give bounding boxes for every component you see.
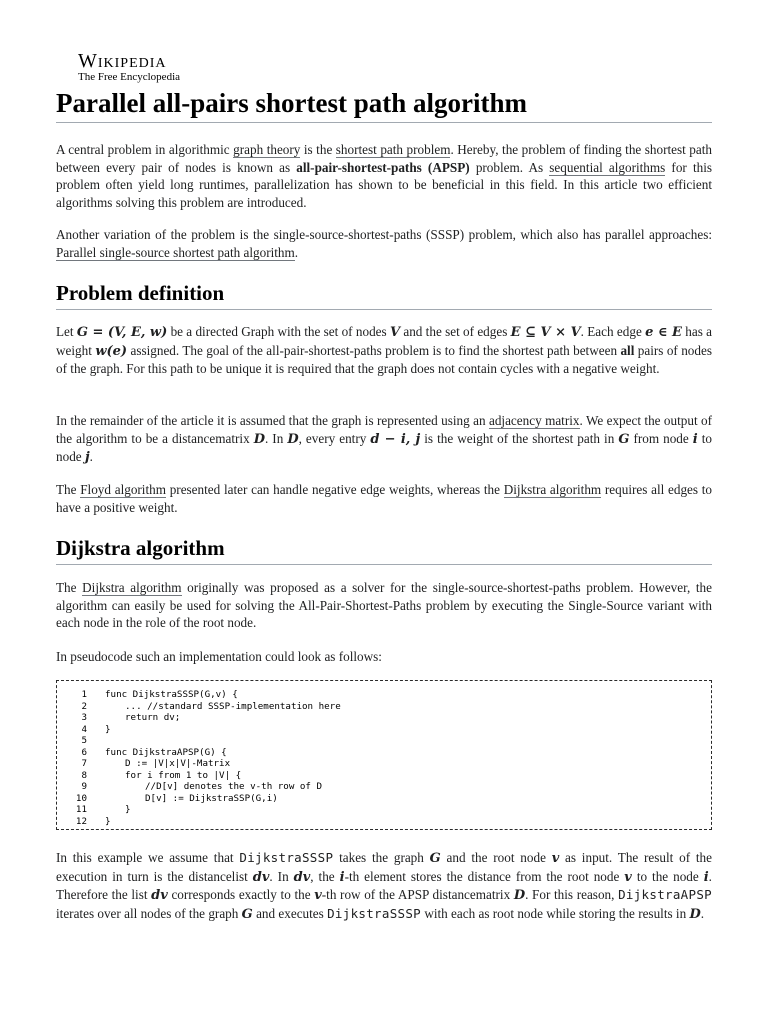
link-floyd-algorithm[interactable]: Floyd algorithm <box>80 482 166 497</box>
section-heading-problem-definition: Problem definition <box>56 279 712 310</box>
code-line <box>57 781 322 793</box>
code-line-number: 4 <box>81 723 87 735</box>
code-line-text: } <box>105 723 111 735</box>
link-dijkstra-algorithm-2[interactable]: Dijkstra algorithm <box>82 580 182 595</box>
code-line-number: 6 <box>81 746 87 758</box>
code-line-number: 8 <box>81 769 87 781</box>
code-line <box>57 735 105 747</box>
code-line-number: 1 <box>81 689 87 700</box>
code-line-text: } <box>125 804 131 815</box>
code-line <box>57 701 341 713</box>
code-line-number: 5 <box>81 735 87 746</box>
link-shortest-path-problem[interactable]: shortest path problem <box>335 142 451 157</box>
code-line-number: 9 <box>81 781 87 792</box>
code-line-text: //D[v] denotes the v-th row of D <box>145 781 323 792</box>
logo-wordmark: Wikipedia <box>78 50 167 72</box>
section-heading-dijkstra: Dijkstra algorithm <box>56 534 712 565</box>
code-line <box>57 712 180 724</box>
code-line-text: } <box>105 815 111 827</box>
problem-paragraph-1: Let G = (V, E, w) be a directed Graph with the set of nodes V and the set of edges E ⊆ V × V. Each edge e ∈ E has a weight w(e) assigned. The goal of the all-pair-shortest-paths problem is to find the shortest path between all pairs of nodes of the graph. For this path to be unique it is required that the graph does not contain cycles with a negative weight. <box>56 324 713 377</box>
problem-paragraph-3: The Floyd algorithm presented later can handle negative edge weights, whereas the Dijkstra algorithm requires all edges to have a positive weight. <box>56 482 712 515</box>
link-dijkstra-algorithm[interactable]: Dijkstra algorithm <box>503 482 602 497</box>
apsp-term: all-pair-shortest-paths (APSP) <box>296 159 470 175</box>
code-line-text: D[v] := DijkstraSSP(G,i) <box>145 792 278 804</box>
page-title: Parallel all-pairs shortest path algorithm <box>56 86 712 123</box>
code-line <box>57 816 111 828</box>
code-line-text: return dv; <box>125 712 181 723</box>
code-line-number: 7 <box>81 758 87 769</box>
link-adjacency-matrix[interactable]: adjacency matrix <box>488 413 580 428</box>
intro-paragraph-2: Another variation of the problem is the single-source-shortest-paths (SSSP) problem, which also has parallel approaches: Parallel single-source shortest path algorithm. <box>56 227 712 260</box>
code-line-text: ... //standard SSSP-implementation here <box>125 700 341 712</box>
pseudocode-block <box>56 680 712 830</box>
link-graph-theory[interactable]: graph theory <box>233 142 301 157</box>
code-line-number: 11 <box>75 804 87 815</box>
code-line <box>57 793 278 805</box>
code-line-number: 10 <box>75 792 87 804</box>
code-line <box>57 770 241 782</box>
problem-paragraph-2: In the remainder of the article it is assumed that the graph is represented using an adjacency matrix. We expect the output of the algorithm to be a distancematrix D. In D, every entry d − i, j is the weight of the shortest path in G from node i to node j. <box>56 413 712 466</box>
code-line-text: D := |V|x|V|-Matrix <box>125 758 231 769</box>
dijkstra-paragraph-1: The Dijkstra algorithm originally was proposed as a solver for the single-source-shortest-paths problem. However, the algorithm can easily be used for solving the All-Pair-Shortest-Paths problem by executing the Single-Source variant with each node in the role of the root node. <box>56 580 712 631</box>
code-line <box>57 724 111 736</box>
code-line-text: func DijkstraAPSP(G) { <box>105 746 227 758</box>
code-line-text: for i from 1 to |V| { <box>125 769 242 781</box>
intro-paragraph-1: A central problem in algorithmic graph theory is the shortest path problem. Hereby, the problem of finding the shortest path between every pair of nodes is known as all-pair-shortest-paths (APSP) problem. As sequential algorithms for this problem often yield long runtimes, parallelization has shown to be beneficial in this field. In this article two efficient algorithms solving this problem are introduced. <box>56 142 713 210</box>
wikipedia-logo[interactable] <box>78 50 180 83</box>
code-line-number: 12 <box>75 815 87 827</box>
code-line-text: func DijkstraSSSP(G,v) { <box>105 689 238 700</box>
dijkstra-paragraph-2: In pseudocode such an implementation could look as follows: <box>56 649 382 664</box>
logo-tagline: The Free Encyclopedia <box>78 71 181 83</box>
link-sequential-algorithms[interactable]: sequential algorithms <box>549 159 666 175</box>
math-graph: G = (V, E, w) <box>76 325 168 340</box>
code-line <box>57 747 227 759</box>
link-parallel-sssp[interactable]: Parallel single-source shortest path algorithm <box>56 244 295 260</box>
code-line <box>57 758 230 770</box>
dijkstra-paragraph-3: In this example we assume that DijkstraSSSP takes the graph G and the root node v as input. The result of the execution in turn is the distancelist dv. In dv, the i-th element stores the distance from the root node v to the node i. Therefore the list dv corresponds exactly to the v-th row of the APSP distancematrix D. For this reason, DijkstraAPSP iterates over all nodes of the graph G and executes DijkstraSSSP with each as root node while storing the results in D. <box>56 850 712 922</box>
code-line-number: 3 <box>81 712 87 723</box>
code-line-number: 2 <box>81 700 87 712</box>
code-line <box>57 804 131 816</box>
code-line <box>57 689 238 701</box>
